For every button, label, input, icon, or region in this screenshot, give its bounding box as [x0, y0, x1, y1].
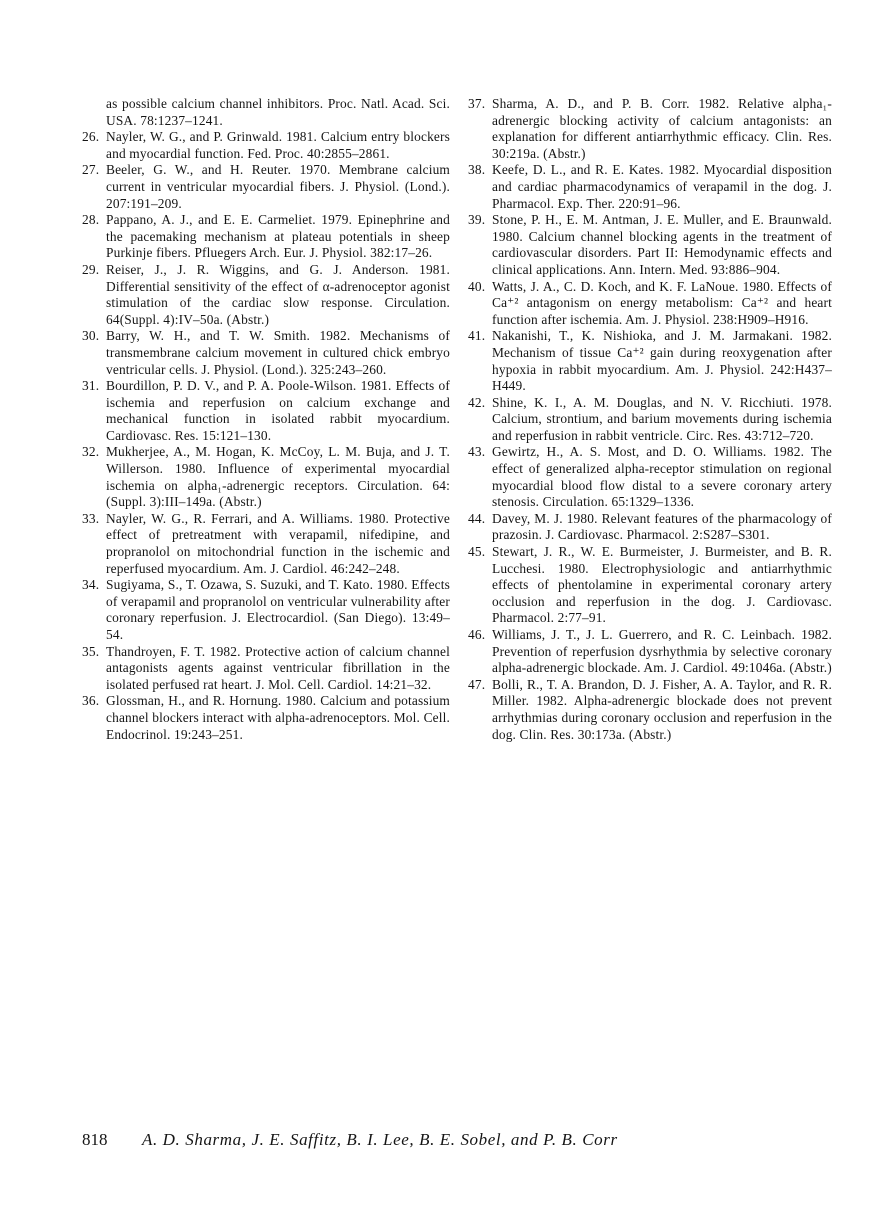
reference-number: 35.: [82, 643, 100, 659]
reference-item: [468, 627, 832, 677]
reference-item: [82, 577, 450, 643]
reference-text: Thandroyen, F. T. 1982. Protective action of calcium channel antagonists agents against ventricular fibrillation in the isolated perfused rat heart. J. Mol. Cell. Cardiol. 14:21–32.: [106, 643, 450, 692]
reference-number: 40.: [468, 278, 486, 294]
reference-column-left: [82, 96, 450, 743]
reference-item: [82, 328, 450, 378]
reference-text: as possible calcium channel inhibitors. Proc. Natl. Acad. Sci. USA. 78:1237–1241.: [106, 96, 450, 128]
reference-text: Pappano, A. J., and E. E. Carmeliet. 1979. Epinephrine and the pacemaking mechanism at plateau potentials in sheep Purkinje fibers. Pfluegers Arch. Eur. J. Physiol. 382:17–26.: [106, 212, 450, 261]
reference-item: [468, 677, 832, 743]
reference-item: [468, 444, 832, 510]
reference-number: 44.: [468, 510, 486, 526]
reference-text: Glossman, H., and R. Hornung. 1980. Calcium and potassium channel blockers interact with alpha-adrenoceptors. Mol. Cell. Endocrinol. 19:243–251.: [106, 693, 450, 742]
reference-item: [468, 279, 832, 329]
reference-item: [468, 328, 832, 394]
reference-item: [468, 511, 832, 544]
reference-text: Gewirtz, H., A. S. Most, and D. O. Williams. 1982. The effect of generalized alpha-receptor stimulation on regional myocardial blood flow distal to a severe coronary artery stenosis. Circulation. 65:1329–1336.: [492, 444, 832, 510]
reference-number: 30.: [82, 328, 100, 344]
reference-item: [82, 96, 450, 129]
reference-text: Nayler, W. G., R. Ferrari, and A. Williams. 1980. Protective effect of pretreatment with verapamil, nifedipine, and propranolol on mitochondrial function in the ischemic and reperfused myocardium. Am. J. Cardiol. 46:242–248.: [106, 510, 450, 576]
reference-number: 27.: [82, 162, 100, 178]
reference-column-right: [468, 96, 832, 743]
reference-item: [468, 162, 832, 212]
reference-number: 41.: [468, 328, 486, 344]
reference-text: Bourdillon, P. D. V., and P. A. Poole-Wilson. 1981. Effects of ischemia and reperfusion on calcium exchange and mechanical function in isolated rabbit myocardium. Cardiovasc. Res. 15:121–130.: [106, 378, 450, 443]
reference-text: Barry, W. H., and T. W. Smith. 1982. Mechanisms of transmembrane calcium movement in cultured chick embryo ventricular cells. J. Physiol. (Lond.). 325:243–260.: [106, 328, 450, 377]
reference-item: [82, 378, 450, 444]
reference-number: 43.: [468, 444, 486, 460]
reference-number: 31.: [82, 378, 100, 394]
reference-number: 32.: [82, 444, 100, 460]
reference-text: Stewart, J. R., W. E. Burmeister, J. Burmeister, and B. R. Lucchesi. 1980. Electrophysiologic and antiarrhythmic effects of phentolamine in experimental coronary artery occlusion and reperfusion in the dog. J. Cardiovasc. Pharmacol. 2:77–91.: [492, 544, 832, 626]
reference-item: [82, 162, 450, 212]
reference-item: [82, 444, 450, 510]
reference-number: 47.: [468, 676, 486, 692]
reference-number: 28.: [82, 212, 100, 228]
reference-item: [82, 511, 450, 577]
running-authors: A. D. Sharma, J. E. Saffitz, B. I. Lee, B. E. Sobel, and P. B. Corr: [142, 1130, 618, 1149]
reference-number: 38.: [468, 162, 486, 178]
reference-text: Watts, J. A., C. D. Koch, and K. F. LaNoue. 1980. Effects of Ca⁺² antagonism on energy metabolism: Ca⁺² and heart function after ischemia. Am. J. Physiol. 238:H909–H916.: [492, 278, 832, 327]
reference-number: 36.: [82, 693, 100, 709]
reference-number: 46.: [468, 627, 486, 642]
reference-number: 34.: [82, 577, 100, 593]
reference-item: [82, 212, 450, 262]
reference-text: Stone, P. H., E. M. Antman, J. E. Muller, and E. Braunwald. 1980. Calcium channel blocking agents in the treatment of cardiovascular disorders. Part II: Hemodynamic effects and clinical applications. Ann. Intern. Med. 93:886–904.: [492, 212, 832, 277]
reference-text: Sharma, A. D., and P. B. Corr. 1982. Relative alpha₁-adrenergic blocking activity of calcium antagonists: an explanation for different antiarrhythmic efficacy. Clin. Res. 30:219a. (Abstr.): [492, 96, 832, 161]
reference-number: 26.: [82, 129, 100, 145]
reference-item: [82, 129, 450, 162]
reference-number: 42.: [468, 394, 486, 410]
reference-text: Williams, J. T., J. L. Guerrero, and R. C. Leinbach. 1982. Prevention of reperfusion dysrhythmia by selective coronary alpha-adrenergic blockade. Am. J. Cardiol. 49:1046a. (Abstr.): [492, 627, 832, 676]
reference-item: [82, 693, 450, 743]
reference-text: Nayler, W. G., and P. Grinwald. 1981. Calcium entry blockers and myocardial function. Fed. Proc. 40:2855–2861.: [106, 129, 450, 161]
reference-number: 39.: [468, 212, 486, 228]
page-number: 818: [82, 1130, 108, 1149]
reference-text: Beeler, G. W., and H. Reuter. 1970. Membrane calcium current in ventricular myocardial fibers. J. Physiol. (Lond.). 207:191–209.: [106, 162, 450, 211]
reference-text: Nakanishi, T., K. Nishioka, and J. M. Jarmakani. 1982. Mechanism of tissue Ca⁺² gain during reoxygenation after hypoxia in rabbit myocardium. Am. J. Physiol. 242:H437–H449.: [492, 328, 832, 394]
reference-item: [82, 644, 450, 694]
reference-item: [82, 262, 450, 328]
reference-item: [468, 395, 832, 445]
reference-text: Sugiyama, S., T. Ozawa, S. Suzuki, and T. Kato. 1980. Effects of verapamil and propranolol on ventricular vulnerability after coronary reperfusion. J. Electrocardiol. (San Diego). 13:49–54.: [106, 577, 450, 642]
reference-text: Davey, M. J. 1980. Relevant features of the pharmacology of prazosin. J. Cardiovasc. Pharmacol. 2:S287–S301.: [492, 510, 832, 543]
reference-item: [468, 212, 832, 278]
reference-text: Bolli, R., T. A. Brandon, D. J. Fisher, A. A. Taylor, and R. R. Miller. 1982. Alpha-adrenergic blockade does not prevent arrhythmias during coronary occlusion and reperfusion in the dog. Clin. Res. 30:173a. (Abstr.): [492, 676, 832, 742]
reference-text: Shine, K. I., A. M. Douglas, and N. V. Ricchiuti. 1978. Calcium, strontium, and barium movements during ischemia and reperfusion in rabbit ventricle. Circ. Res. 43:712–720.: [492, 394, 832, 443]
reference-number: 37.: [468, 96, 486, 111]
reference-item: [468, 544, 832, 627]
reference-number: 45.: [468, 544, 486, 560]
reference-text: Keefe, D. L., and R. E. Kates. 1982. Myocardial disposition and cardiac pharmacodynamics of verapamil in the dog. J. Pharmacol. Exp. Ther. 220:91–96.: [492, 162, 832, 211]
reference-item: [468, 96, 832, 162]
reference-number: 29.: [82, 261, 100, 277]
reference-text: Mukherjee, A., M. Hogan, K. McCoy, L. M. Buja, and J. T. Willerson. 1980. Influence of experimental myocardial ischemia on alpha₁-adrenergic receptors. Circulation. 64:(Suppl. 3):III–149a. (Abstr.): [106, 444, 450, 510]
reference-number: 33.: [82, 510, 100, 526]
reference-text: Reiser, J., J. R. Wiggins, and G. J. Anderson. 1981. Differential sensitivity of the effect of α-adrenoceptor agonist stimulation of the cardiac slow response. Circulation. 64(Suppl. 4):IV–50a. (Abstr.): [106, 261, 450, 327]
